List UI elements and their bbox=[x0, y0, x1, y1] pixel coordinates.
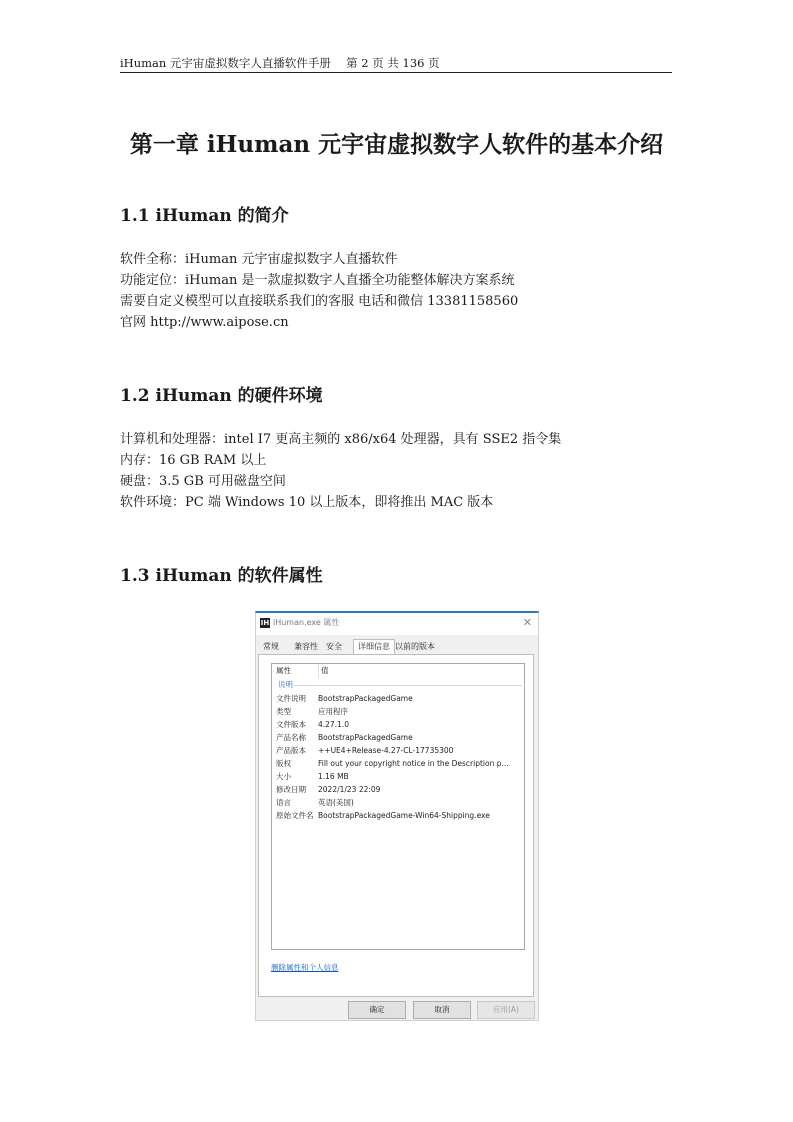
chapter-title: 第一章 iHuman 元宇宙虚拟数字人软件的基本介绍 bbox=[129, 131, 664, 158]
property-key: 文件说明 bbox=[276, 694, 306, 703]
property-key: 文件版本 bbox=[276, 720, 306, 729]
tab-strip bbox=[256, 639, 538, 655]
remove-properties-link[interactable]: 删除属性和个人信息 bbox=[271, 963, 339, 972]
group-label-description: 说明 bbox=[278, 680, 293, 689]
property-row[interactable] bbox=[272, 705, 524, 718]
group-divider bbox=[294, 685, 522, 686]
section-hardware-body bbox=[120, 429, 561, 513]
apply-button[interactable]: 应用(A) bbox=[477, 1001, 535, 1019]
column-header-value[interactable]: 值 bbox=[318, 664, 329, 678]
property-row[interactable] bbox=[272, 783, 524, 796]
dialog-title: iHuman.exe 属性 bbox=[273, 618, 340, 627]
property-key: 大小 bbox=[276, 772, 291, 781]
hardware-line-memory: 内存：16 GB RAM 以上 bbox=[120, 453, 267, 468]
property-value: 1.16 MB bbox=[318, 772, 349, 781]
hardware-line-cpu: 计算机和处理器：intel I7 更高主频的 x86/x64 处理器，具有 SSE2 指令集 bbox=[120, 432, 562, 447]
header-text: iHuman 元宇宙虚拟数字人直播软件手册 第 2 页 共 136 页 bbox=[120, 56, 440, 70]
tab-compatibility[interactable]: 兼容性 bbox=[294, 642, 318, 651]
property-row[interactable] bbox=[272, 770, 524, 783]
list-header bbox=[272, 664, 524, 678]
property-value: 4.27.1.0 bbox=[318, 720, 350, 729]
page-header bbox=[120, 56, 672, 73]
properties-dialog-screenshot bbox=[255, 611, 539, 1021]
property-key: 版权 bbox=[276, 759, 291, 768]
property-value: 应用程序 bbox=[318, 707, 348, 716]
intro-line-contact: 需要自定义模型可以直接联系我们的客服 电话和微信 13381158560 bbox=[120, 294, 519, 309]
section-title-intro: 1.1 iHuman 的简介 bbox=[120, 206, 289, 226]
property-row[interactable] bbox=[272, 757, 524, 770]
details-panel bbox=[258, 654, 534, 997]
tab-security[interactable]: 安全 bbox=[326, 642, 342, 651]
property-value: 2022/1/23 22:09 bbox=[318, 785, 381, 794]
cancel-button[interactable]: 取消 bbox=[413, 1001, 471, 1019]
dialog-titlebar bbox=[256, 613, 538, 635]
ok-button[interactable]: 确定 bbox=[348, 1001, 406, 1019]
property-row[interactable] bbox=[272, 744, 524, 757]
tab-previous-versions[interactable]: 以前的版本 bbox=[395, 642, 435, 651]
property-value: ++UE4+Release-4.27-CL-17735300 bbox=[318, 746, 454, 755]
section-intro-body bbox=[120, 249, 518, 333]
column-header-property[interactable]: 属性 bbox=[276, 666, 291, 675]
property-value: 英语(美国) bbox=[318, 798, 354, 807]
property-row[interactable] bbox=[272, 731, 524, 744]
close-icon[interactable]: ✕ bbox=[522, 616, 532, 629]
property-key: 修改日期 bbox=[276, 785, 306, 794]
hardware-line-software: 软件环境：PC 端 Windows 10 以上版本，即将推出 MAC 版本 bbox=[120, 495, 494, 510]
property-row[interactable] bbox=[272, 809, 524, 822]
property-key: 原始文件名 bbox=[276, 811, 314, 820]
section-title-hardware: 1.2 iHuman 的硬件环境 bbox=[120, 386, 323, 406]
property-key: 产品版本 bbox=[276, 746, 306, 755]
property-key: 产品名称 bbox=[276, 733, 306, 742]
property-row[interactable] bbox=[272, 796, 524, 809]
property-value: BootstrapPackagedGame bbox=[318, 694, 413, 703]
hardware-line-disk: 硬盘：3.5 GB 可用磁盘空间 bbox=[120, 474, 286, 489]
tab-details[interactable]: 详细信息 bbox=[353, 639, 395, 654]
intro-line-website: 官网 http://www.aipose.cn bbox=[120, 315, 289, 330]
property-key: 语言 bbox=[276, 798, 291, 807]
property-row[interactable] bbox=[272, 692, 524, 705]
app-icon: IH bbox=[260, 619, 270, 627]
tab-general[interactable]: 常规 bbox=[263, 642, 279, 651]
property-value: BootstrapPackagedGame-Win64-Shipping.exe bbox=[318, 811, 490, 820]
intro-line-positioning: 功能定位：iHuman 是一款虚拟数字人直播全功能整体解决方案系统 bbox=[120, 273, 515, 288]
property-value: Fill out your copyright notice in the Description p... bbox=[318, 759, 509, 768]
property-row[interactable] bbox=[272, 718, 524, 731]
section-title-properties: 1.3 iHuman 的软件属性 bbox=[120, 566, 323, 586]
property-key: 类型 bbox=[276, 707, 291, 716]
properties-list[interactable] bbox=[271, 663, 525, 950]
property-value: BootstrapPackagedGame bbox=[318, 733, 413, 742]
intro-line-fullname: 软件全称：iHuman 元宇宙虚拟数字人直播软件 bbox=[120, 252, 398, 267]
